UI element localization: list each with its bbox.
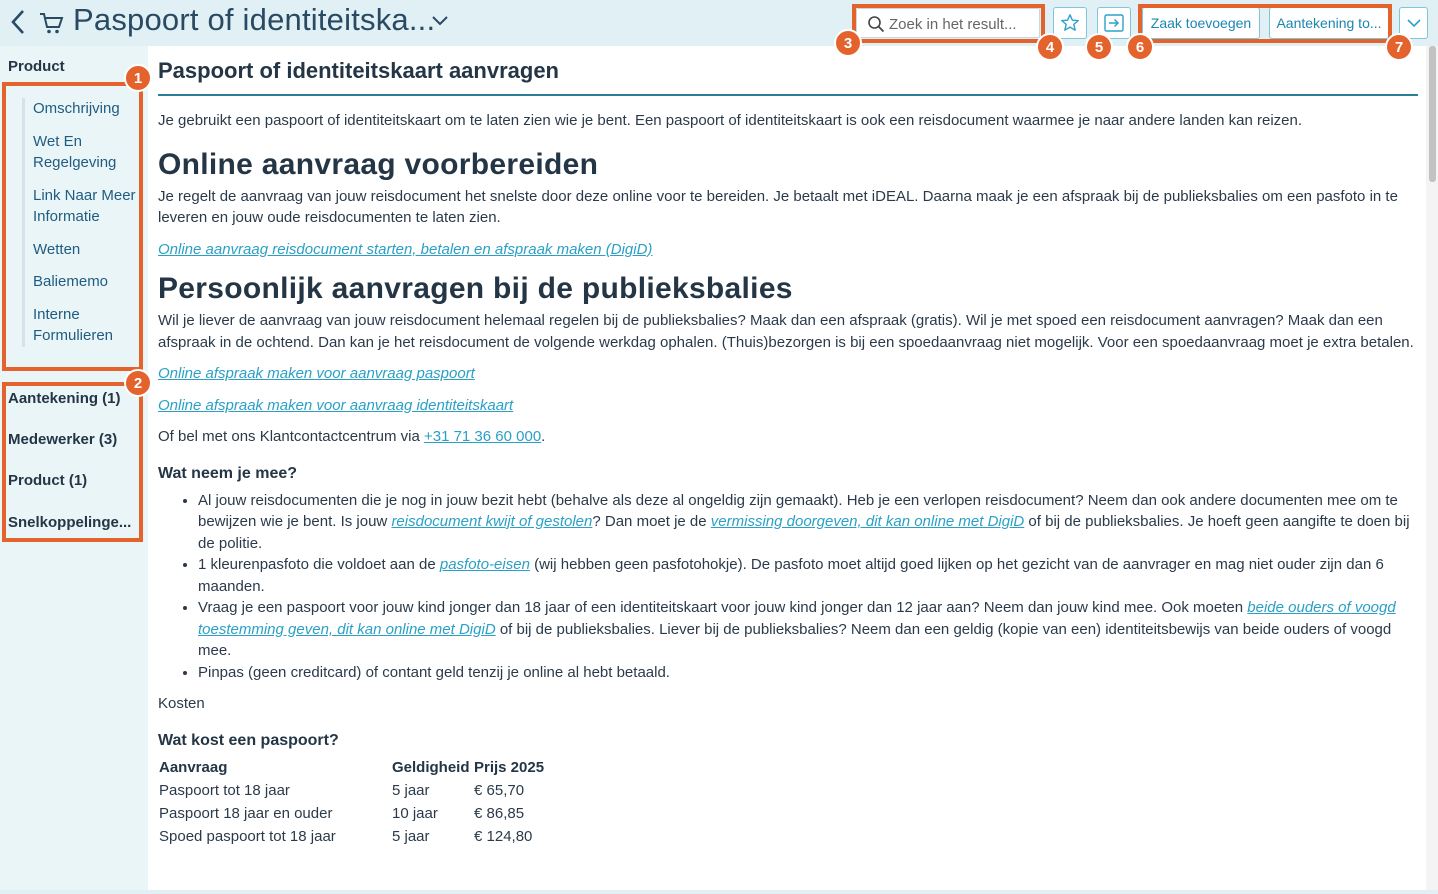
export-icon bbox=[1103, 13, 1125, 33]
table-cell: Paspoort 18 jaar en ouder bbox=[159, 804, 333, 822]
star-icon bbox=[1060, 13, 1080, 33]
vertical-scrollbar[interactable] bbox=[1426, 46, 1438, 894]
chevron-down-icon bbox=[431, 14, 449, 28]
intro-text: Je gebruikt een paspoort of identiteitskaart om te laten zien wie je bent. Een paspoort of identiteitskaart is ook een reisdocument waarmee je naar andere landen kan reizen. bbox=[158, 112, 1303, 129]
search-icon bbox=[867, 15, 885, 33]
scrollbar-thumb[interactable] bbox=[1429, 46, 1436, 182]
bullet-text: 1 kleurenpasfoto die voldoet aan de bbox=[198, 556, 440, 573]
bullet-text: of bij de publieksbalies. Je hoeft geen aangifte te doen bij de politie. bbox=[198, 513, 1410, 552]
lost-document-link[interactable]: reisdocument kwijt of gestolen bbox=[391, 513, 593, 530]
favorite-button[interactable] bbox=[1053, 7, 1087, 39]
search-input[interactable] bbox=[889, 13, 1037, 35]
document-title: Paspoort of identiteitskaart aanvragen bbox=[158, 46, 1418, 96]
sidebar-product-heading: Product bbox=[8, 58, 65, 75]
column-header: Aanvraag bbox=[159, 758, 228, 776]
bullet-text: ? Dan moet je de bbox=[592, 513, 711, 530]
sidebar-item-wet-en-regelgeving[interactable]: Wet En Regelgeving bbox=[33, 132, 117, 171]
report-loss-link[interactable]: vermissing doorgeven, dit kan online met DigiD bbox=[710, 513, 1025, 530]
table-row bbox=[158, 779, 546, 802]
section-heading-balie: Persoonlijk aanvragen bij de publieksbalies bbox=[158, 272, 793, 305]
phone-suffix: . bbox=[541, 428, 546, 445]
sidebar-item-interne-formulieren[interactable]: Interne Formulieren bbox=[33, 305, 114, 344]
title-dropdown[interactable] bbox=[431, 14, 449, 28]
section-text-online: Je regelt de aanvraag van jouw reisdocument het snelste door deze online voor te bereiden. Je betaalt met iDEAL. Daarna maak je een afspraak bij de publieksbalies om een pasfoto in te leveren en jouw oude reisdocumenten te laten zien. bbox=[158, 187, 1398, 226]
phone-prefix: Of bel met ons Klantcontactcentrum via bbox=[158, 428, 424, 445]
bring-list bbox=[158, 490, 1418, 684]
sidebar-section-product[interactable]: Product (1) bbox=[8, 472, 88, 489]
costs-heading: Wat kost een paspoort? bbox=[158, 731, 339, 749]
search-box[interactable] bbox=[856, 8, 1040, 38]
sidebar-list bbox=[22, 98, 138, 347]
column-header: Geldigheid bbox=[392, 758, 470, 776]
table-cell: € 124,80 bbox=[474, 827, 533, 845]
table-cell: € 86,85 bbox=[474, 804, 525, 822]
sidebar-item-wetten[interactable]: Wetten bbox=[33, 240, 81, 258]
marker-7: 7 bbox=[1385, 33, 1413, 61]
list-item bbox=[198, 597, 1418, 662]
section-heading-online: Online aanvraag voorbereiden bbox=[158, 147, 599, 181]
list-item: • Pinpas (geen creditcard) of contant geld tenzij je online al hebt betaald. bbox=[198, 662, 1418, 684]
bullet-text: (wij hebben geen pasfotohokje). De pasfoto moet altijd goed lijken op het gezicht van de aanvrager en mag niet ouder zijn dan 6 maanden. bbox=[198, 556, 1384, 595]
phone-link[interactable]: +31 71 36 60 000 bbox=[423, 428, 542, 445]
table-header-row bbox=[158, 757, 546, 779]
add-note-button[interactable]: Aantekening to... bbox=[1269, 7, 1389, 39]
parental-consent-link[interactable]: beide ouders of voogd toestemming geven, dit kan online met DigiD bbox=[198, 599, 1396, 638]
back-button[interactable] bbox=[6, 7, 30, 37]
column-header: Prijs 2025 bbox=[474, 758, 545, 776]
add-case-button[interactable]: Zaak toevoegen bbox=[1142, 7, 1260, 39]
sidebar-section-aantekening[interactable]: Aantekening (1) bbox=[8, 390, 121, 407]
table-cell: 5 jaar bbox=[392, 827, 430, 845]
marker-4: 4 bbox=[1036, 33, 1064, 61]
marker-3: 3 bbox=[834, 29, 862, 57]
photo-requirements-link[interactable]: pasfoto-eisen bbox=[439, 556, 530, 573]
appointment-id-card-link[interactable]: Online afspraak maken voor aanvraag identiteitskaart bbox=[158, 396, 514, 414]
bullet-text: of bij de publieksbalies. Liever bij de publieksbalies? Neem dan een geldig (kopie van een) identiteitsbewijs van beide ouders of voogd mee. bbox=[198, 620, 1392, 659]
top-bar bbox=[0, 0, 1438, 46]
main-content bbox=[148, 46, 1426, 894]
table-cell: 10 jaar bbox=[392, 804, 438, 822]
bottom-border bbox=[0, 890, 1438, 894]
table-cell: 5 jaar bbox=[392, 781, 430, 799]
sidebar-section-medewerker[interactable]: Medewerker (3) bbox=[8, 431, 118, 448]
list-item bbox=[198, 554, 1418, 597]
chevron-down-icon bbox=[1406, 17, 1422, 29]
sidebar bbox=[0, 46, 148, 894]
table-row bbox=[158, 802, 546, 825]
costs-table bbox=[158, 757, 546, 848]
marker-2: 2 bbox=[124, 369, 152, 397]
section-text-balie: Wil je liever de aanvraag van jouw reisdocument helemaal regelen bij de publieksbalies? Maak dan een afspraak (gratis). Wil je met spoed een reisdocument aanvragen? Maak dan een afspraak in de ochtend. Dan kan je het reisdocument de volgende werkdag ophalen. (Thuis)bezorgen is bij een spoedaanvraag niet mogelijk. Voor een spoedaanvraag moet je extra betalen. bbox=[158, 312, 1414, 351]
table-cell: Paspoort tot 18 jaar bbox=[159, 781, 290, 799]
bullet-text: Vraag je een paspoort voor jouw kind jonger dan 18 jaar of een identiteitskaart voor jouw kind jonger dan 12 jaar aan? Neem dan jouw kind mee. Ook moeten bbox=[198, 599, 1248, 616]
table-row bbox=[158, 825, 546, 848]
table-cell: € 65,70 bbox=[474, 781, 525, 799]
costs-label: Kosten bbox=[158, 695, 205, 712]
online-request-link[interactable]: Online aanvraag reisdocument starten, betalen en afspraak maken (DigiD) bbox=[158, 240, 653, 258]
marker-6: 6 bbox=[1126, 33, 1154, 61]
appointment-passport-link[interactable]: Online afspraak maken voor aanvraag paspoort bbox=[158, 365, 475, 382]
bring-heading: Wat neem je mee? bbox=[158, 464, 298, 482]
marker-5: 5 bbox=[1085, 33, 1113, 61]
cart-icon bbox=[38, 10, 64, 36]
sidebar-section-snelkoppelingen[interactable]: Snelkoppelinge... bbox=[8, 514, 132, 531]
phone-line bbox=[158, 426, 1418, 448]
page-title: Paspoort of identiteitska... bbox=[73, 2, 436, 37]
sidebar-item-link-naar-meer-informatie[interactable]: Link Naar Meer Informatie bbox=[33, 186, 136, 225]
sidebar-item-omschrijving[interactable]: Omschrijving bbox=[33, 100, 120, 117]
table-cell: Spoed paspoort tot 18 jaar bbox=[159, 827, 336, 845]
bullet-text: Al jouw reisdocumenten die je nog in jouw bezit hebt (behalve als deze al ongeldig zijn gemaakt). Heb je een verlopen reisdocument? Neem dan ook andere documenten mee om te bewijzen wie je bent. Is jouw bbox=[198, 491, 1398, 530]
sidebar-item-baliememo[interactable]: Baliememo bbox=[33, 273, 109, 290]
list-item bbox=[198, 490, 1418, 555]
marker-1: 1 bbox=[124, 64, 152, 92]
chevron-left-icon bbox=[10, 9, 26, 35]
